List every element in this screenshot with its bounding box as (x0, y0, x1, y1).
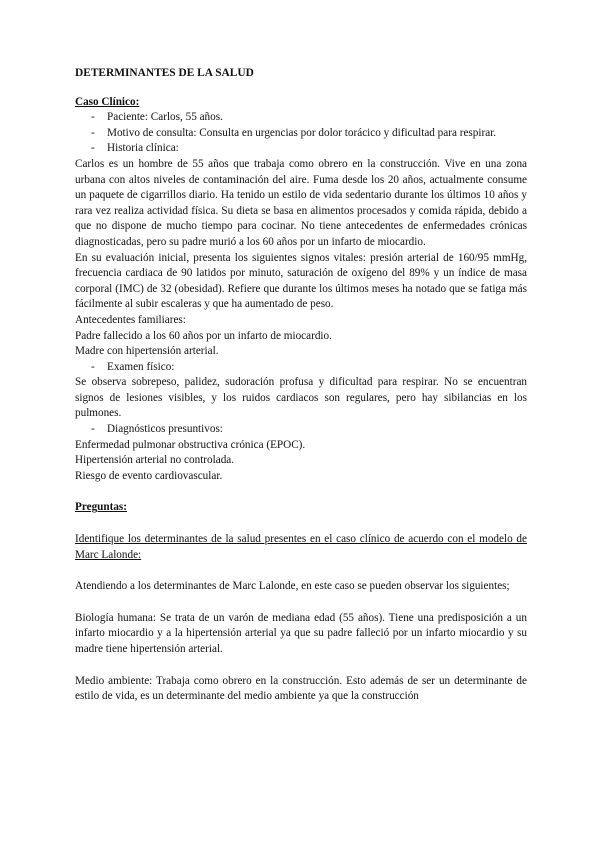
answer-intro: Atendiendo a los determinantes de Marc Lalonde, en este caso se pueden observar los siguientes; (75, 580, 510, 593)
document-body (75, 66, 527, 705)
spacer (75, 484, 527, 500)
preguntas-heading: Preguntas: (75, 501, 127, 514)
spacer (75, 595, 527, 611)
spacer (75, 658, 527, 674)
diagnostico-item: Enfermedad pulmonar obstructiva crónica (EPOC). (75, 438, 306, 451)
caso-clinico-heading: Caso Clínico: (75, 95, 140, 108)
diagnostico-item: Hipertensión arterial no controlada. (75, 454, 235, 467)
bullet-dash: - (91, 423, 95, 436)
bullet-dash: - (91, 126, 95, 139)
historia-paragraph-1: Carlos es un hombre de 55 años que trabaja como obrero en la construcción. Vive en una zona urbana con altos niveles de contaminación del aire. Fuma desde los 20 años, actualmente consume un paquete de cigarrillos diario. Ha tenido un estilo de vida sedentario durante los últimos 10 años y rara vez realiza actividad física. Su dieta se basa en alimentos procesados y comida rápida, debido a que no dispone de mucho tiempo para cocinar. No tiene antecedentes de enfermedades crónicas diagnosticadas, pero su padre murió a los 60 años por un infarto de miocardio. (75, 157, 527, 248)
bullet-paciente (75, 110, 527, 126)
bullet-dash: - (91, 111, 95, 124)
medio-ambiente-paragraph: Medio ambiente: Trabaja como obrero en la construcción. Esto además de ser un determinante de estilo de vida, es un determinante del medio ambiente ya que la construcción (75, 674, 527, 703)
antecedentes-label: Antecedentes familiares: (75, 313, 186, 326)
antecedente-madre: Madre con hipertensión arterial. (75, 345, 219, 358)
examen-fisico-text: Se observa sobrepeso, palidez, sudoración profusa y dificultad para respirar. No se encuentran signos de lesiones visibles, y los ruidos cardiacos son regulares, pero hay sibilancias en los pulmones. (75, 376, 527, 420)
bullet-motivo (75, 126, 527, 142)
bullet-text: Examen físico: (107, 360, 175, 373)
document-title: DETERMINANTES DE LA SALUD (75, 67, 254, 79)
bullet-text: Historia clínica: (107, 142, 179, 155)
bullet-diagnosticos (75, 422, 527, 438)
bullet-dash: - (91, 360, 95, 373)
question-text: Identifique los determinantes de la salud presentes en el caso clínico de acuerdo con el modelo de Marc Lalonde: (75, 533, 527, 561)
bullet-text: Diagnósticos presuntivos: (107, 423, 223, 436)
bullet-dash: - (91, 142, 95, 155)
bullet-text: Motivo de consulta: Consulta en urgencias por dolor torácico y dificultad para respirar. (107, 126, 497, 139)
historia-paragraph-2: En su evaluación inicial, presenta los siguientes signos vitales: presión arterial de 160/95 mmHg, frecuencia cardiaca de 90 latidos por minuto, saturación de oxígeno del 89% y un índice de masa corporal (IMC) de 32 (obesidad). Refiere que durante los últimos meses ha notado que se fatiga más fácilmente al subir escaleras y que ha aumentado de peso. (75, 251, 527, 311)
bullet-historia (75, 141, 527, 157)
antecedente-padre: Padre fallecido a los 60 años por un infarto de miocardio. (75, 329, 332, 342)
bullet-text: Paciente: Carlos, 55 años. (107, 111, 223, 124)
spacer (75, 563, 527, 579)
spacer (75, 516, 527, 532)
diagnostico-item: Riesgo de evento cardiovascular. (75, 469, 223, 482)
biologia-humana-paragraph: Biología humana: Se trata de un varón de mediana edad (55 años). Tiene una predisposición a un infarto miocardio y a la hipertensión arterial ya que su padre falleció por un infarto miocardio y su madre tiene hipertensión arterial. (75, 611, 527, 655)
bullet-examen (75, 360, 527, 376)
